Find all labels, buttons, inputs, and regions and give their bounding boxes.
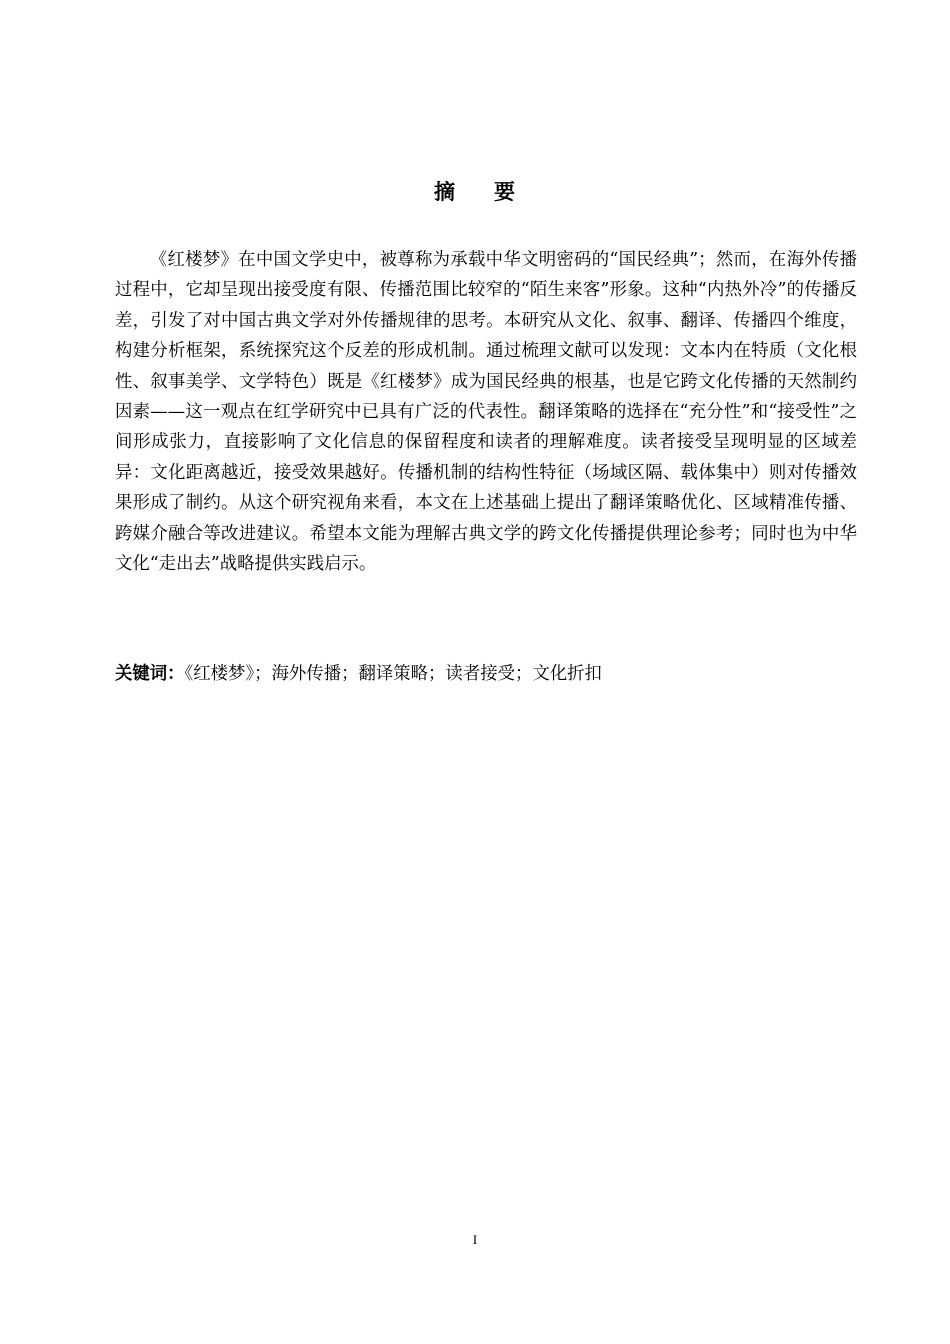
page-number: I [472,1232,478,1247]
keywords-text: 《红楼梦》；海外传播；翻译策略；读者接受；文化折扣 [184,664,602,684]
abstract-body: 《红楼梦》在中国文学史中，被尊称为承载中华文明密码的“国民经典”；然而，在海外传播过程中，它却呈现出接受度有限、传播范围比较窄的“陌生来客”形象。这种“内热外冷”的传播反差，引发了对中国古典文学对外传播规律的思考。本研究从文化、叙事、翻译、传播四个维度，构建分析框架，系统探究这个反差的形成机制。通过梳理文献可以发现：文本内在特质（文化根性、叙事美学、文学特色）既是《红楼梦》成为国民经典的根基，也是它跨文化传播的天然制约因素——这一观点在红学研究中已具有广泛的代表性。翻译策略的选择在“充分性”和“接受性”之间形成张力，直接影响了文化信息的保留程度和读者的理解难度。读者接受呈现明显的区域差异：文化距离越近，接受效果越好。传播机制的结构性特征（场域区隔、载体集中）则对传播效果形成了制约。从这个研究视角来看，本文在上述基础上提出了翻译策略优化、区域精准传播、跨媒介融合等改进建议。希望本文能为理解古典文学的跨文化传播提供理论参考；同时也为中华文化“走出去”战略提供实践启示。 [115,250,857,575]
abstract-title [0,176,950,206]
keywords-label: 关键词： [115,664,185,684]
abstract-title-char-1: 摘 [434,180,456,204]
abstract-title-char-2: 要 [494,180,516,204]
keywords-line [115,659,857,689]
